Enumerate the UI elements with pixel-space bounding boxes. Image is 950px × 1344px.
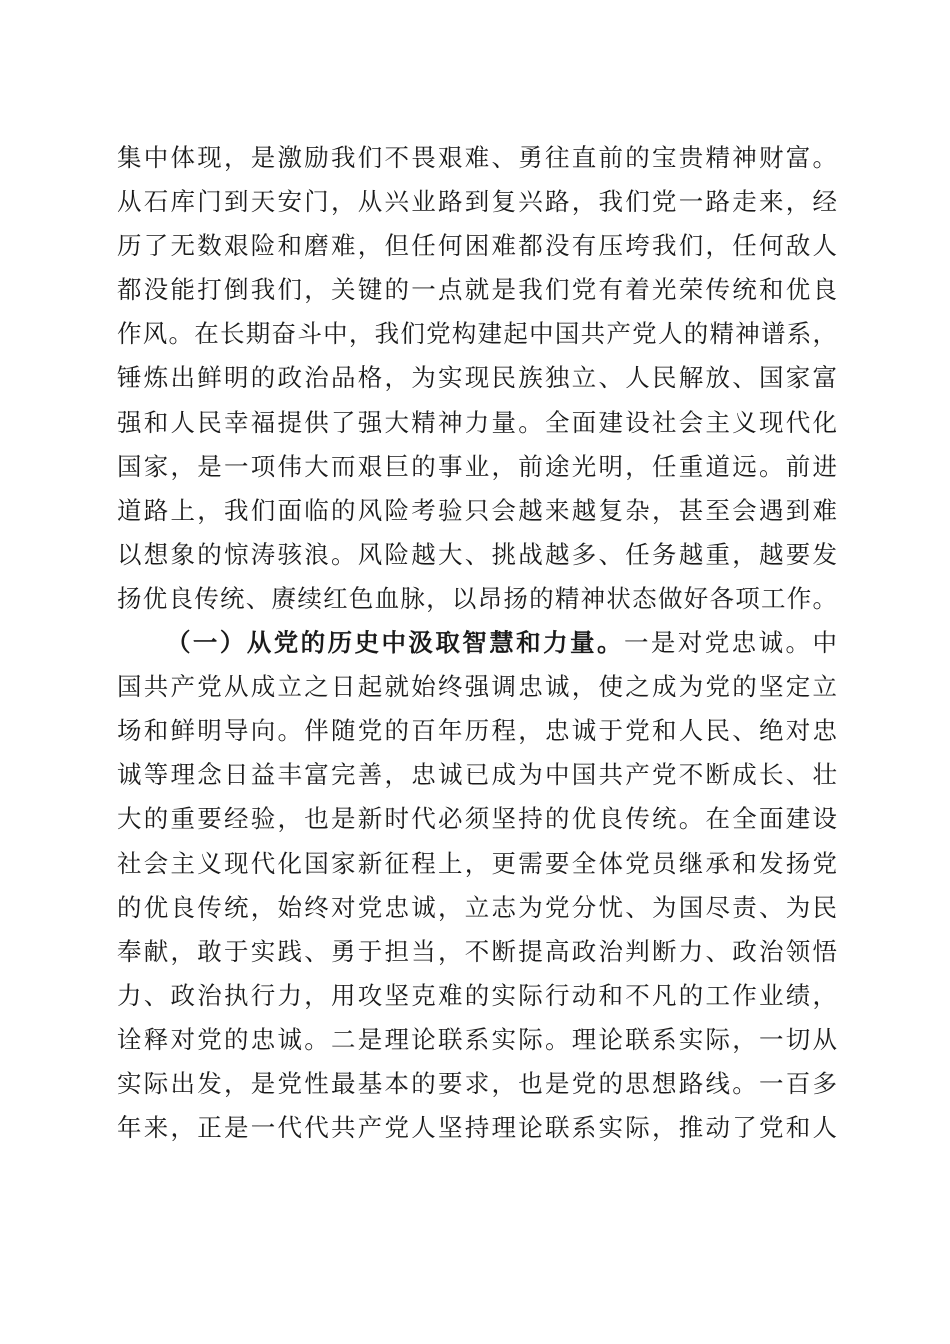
- paragraph-2-line: 实际出发，是党性最基本的要求，也是党的思想路线。一百多: [117, 1068, 837, 1098]
- paragraph-1-line: 集中体现，是激励我们不畏艰难、勇往直前的宝贵精神财富。: [117, 143, 837, 172]
- paragraph-1-line: 道路上，我们面临的风险考验只会越来越复杂，甚至会遇到难: [117, 495, 837, 525]
- paragraph-2-line: 奉献，敢于实践、勇于担当，不断提高政治判断力、政治领悟: [117, 936, 837, 966]
- paragraph-2-line: 的优良传统，始终对党忠诚，立志为党分忧、为国尽责、为民: [117, 892, 837, 922]
- paragraph-2-line: 力、政治执行力，用攻坚克难的实际行动和不凡的工作业绩，: [117, 980, 837, 1010]
- paragraph-2-first-line: [117, 621, 837, 665]
- paragraph-1-line: 从石库门到天安门，从兴业路到复兴路，我们党一路走来，经: [117, 187, 837, 217]
- paragraph-1-line: 强和人民幸福提供了强大精神力量。全面建设社会主义现代化: [117, 407, 837, 437]
- paragraph-1-line: 国家，是一项伟大而艰巨的事业，前途光明，任重道远。前进: [117, 451, 837, 481]
- paragraph-1-line: 都没能打倒我们，关键的一点就是我们党有着光荣传统和优良: [117, 275, 837, 305]
- paragraph-2-line: 社会主义现代化国家新征程上，更需要全体党员继承和发扬党: [117, 848, 837, 878]
- paragraph-2-line: 国共产党从成立之日起就始终强调忠诚，使之成为党的坚定立: [117, 672, 837, 702]
- paragraph-1-line: 作风。在长期奋斗中，我们党构建起中国共产党人的精神谱系，: [117, 319, 837, 349]
- paragraph-1-line: 历了无数艰险和磨难，但任何困难都没有压垮我们，任何敌人: [117, 231, 837, 261]
- paragraph-2-line: 诚等理念日益丰富完善，忠诚已成为中国共产党不断成长、壮: [117, 760, 837, 790]
- body-text: [117, 136, 837, 1150]
- paragraph-2-lead-text: 一是对党忠诚。中: [623, 628, 837, 658]
- paragraph-2-line: 年来，正是一代代共产党人坚持理论联系实际，推动了党和人: [117, 1113, 837, 1143]
- paragraph-2-line: 场和鲜明导向。伴随党的百年历程，忠诚于党和人民、绝对忠: [117, 716, 837, 746]
- paragraph-2-line: 大的重要经验，也是新时代必须坚持的优良传统。在全面建设: [117, 804, 837, 834]
- paragraph-2-line: 诠释对党的忠诚。二是理论联系实际。理论联系实际，一切从: [117, 1024, 837, 1054]
- paragraph-1-line: 以想象的惊涛骇浪。风险越大、挑战越多、任务越重，越要发: [117, 539, 837, 569]
- section-heading: （一）从党的历史中汲取智慧和力量。: [166, 628, 624, 658]
- paragraph-1-line: 扬优良传统、赓续红色血脉，以昂扬的精神状态做好各项工作。: [117, 583, 837, 613]
- paragraph-1-line: 锤炼出鲜明的政治品格，为实现民族独立、人民解放、国家富: [117, 363, 837, 393]
